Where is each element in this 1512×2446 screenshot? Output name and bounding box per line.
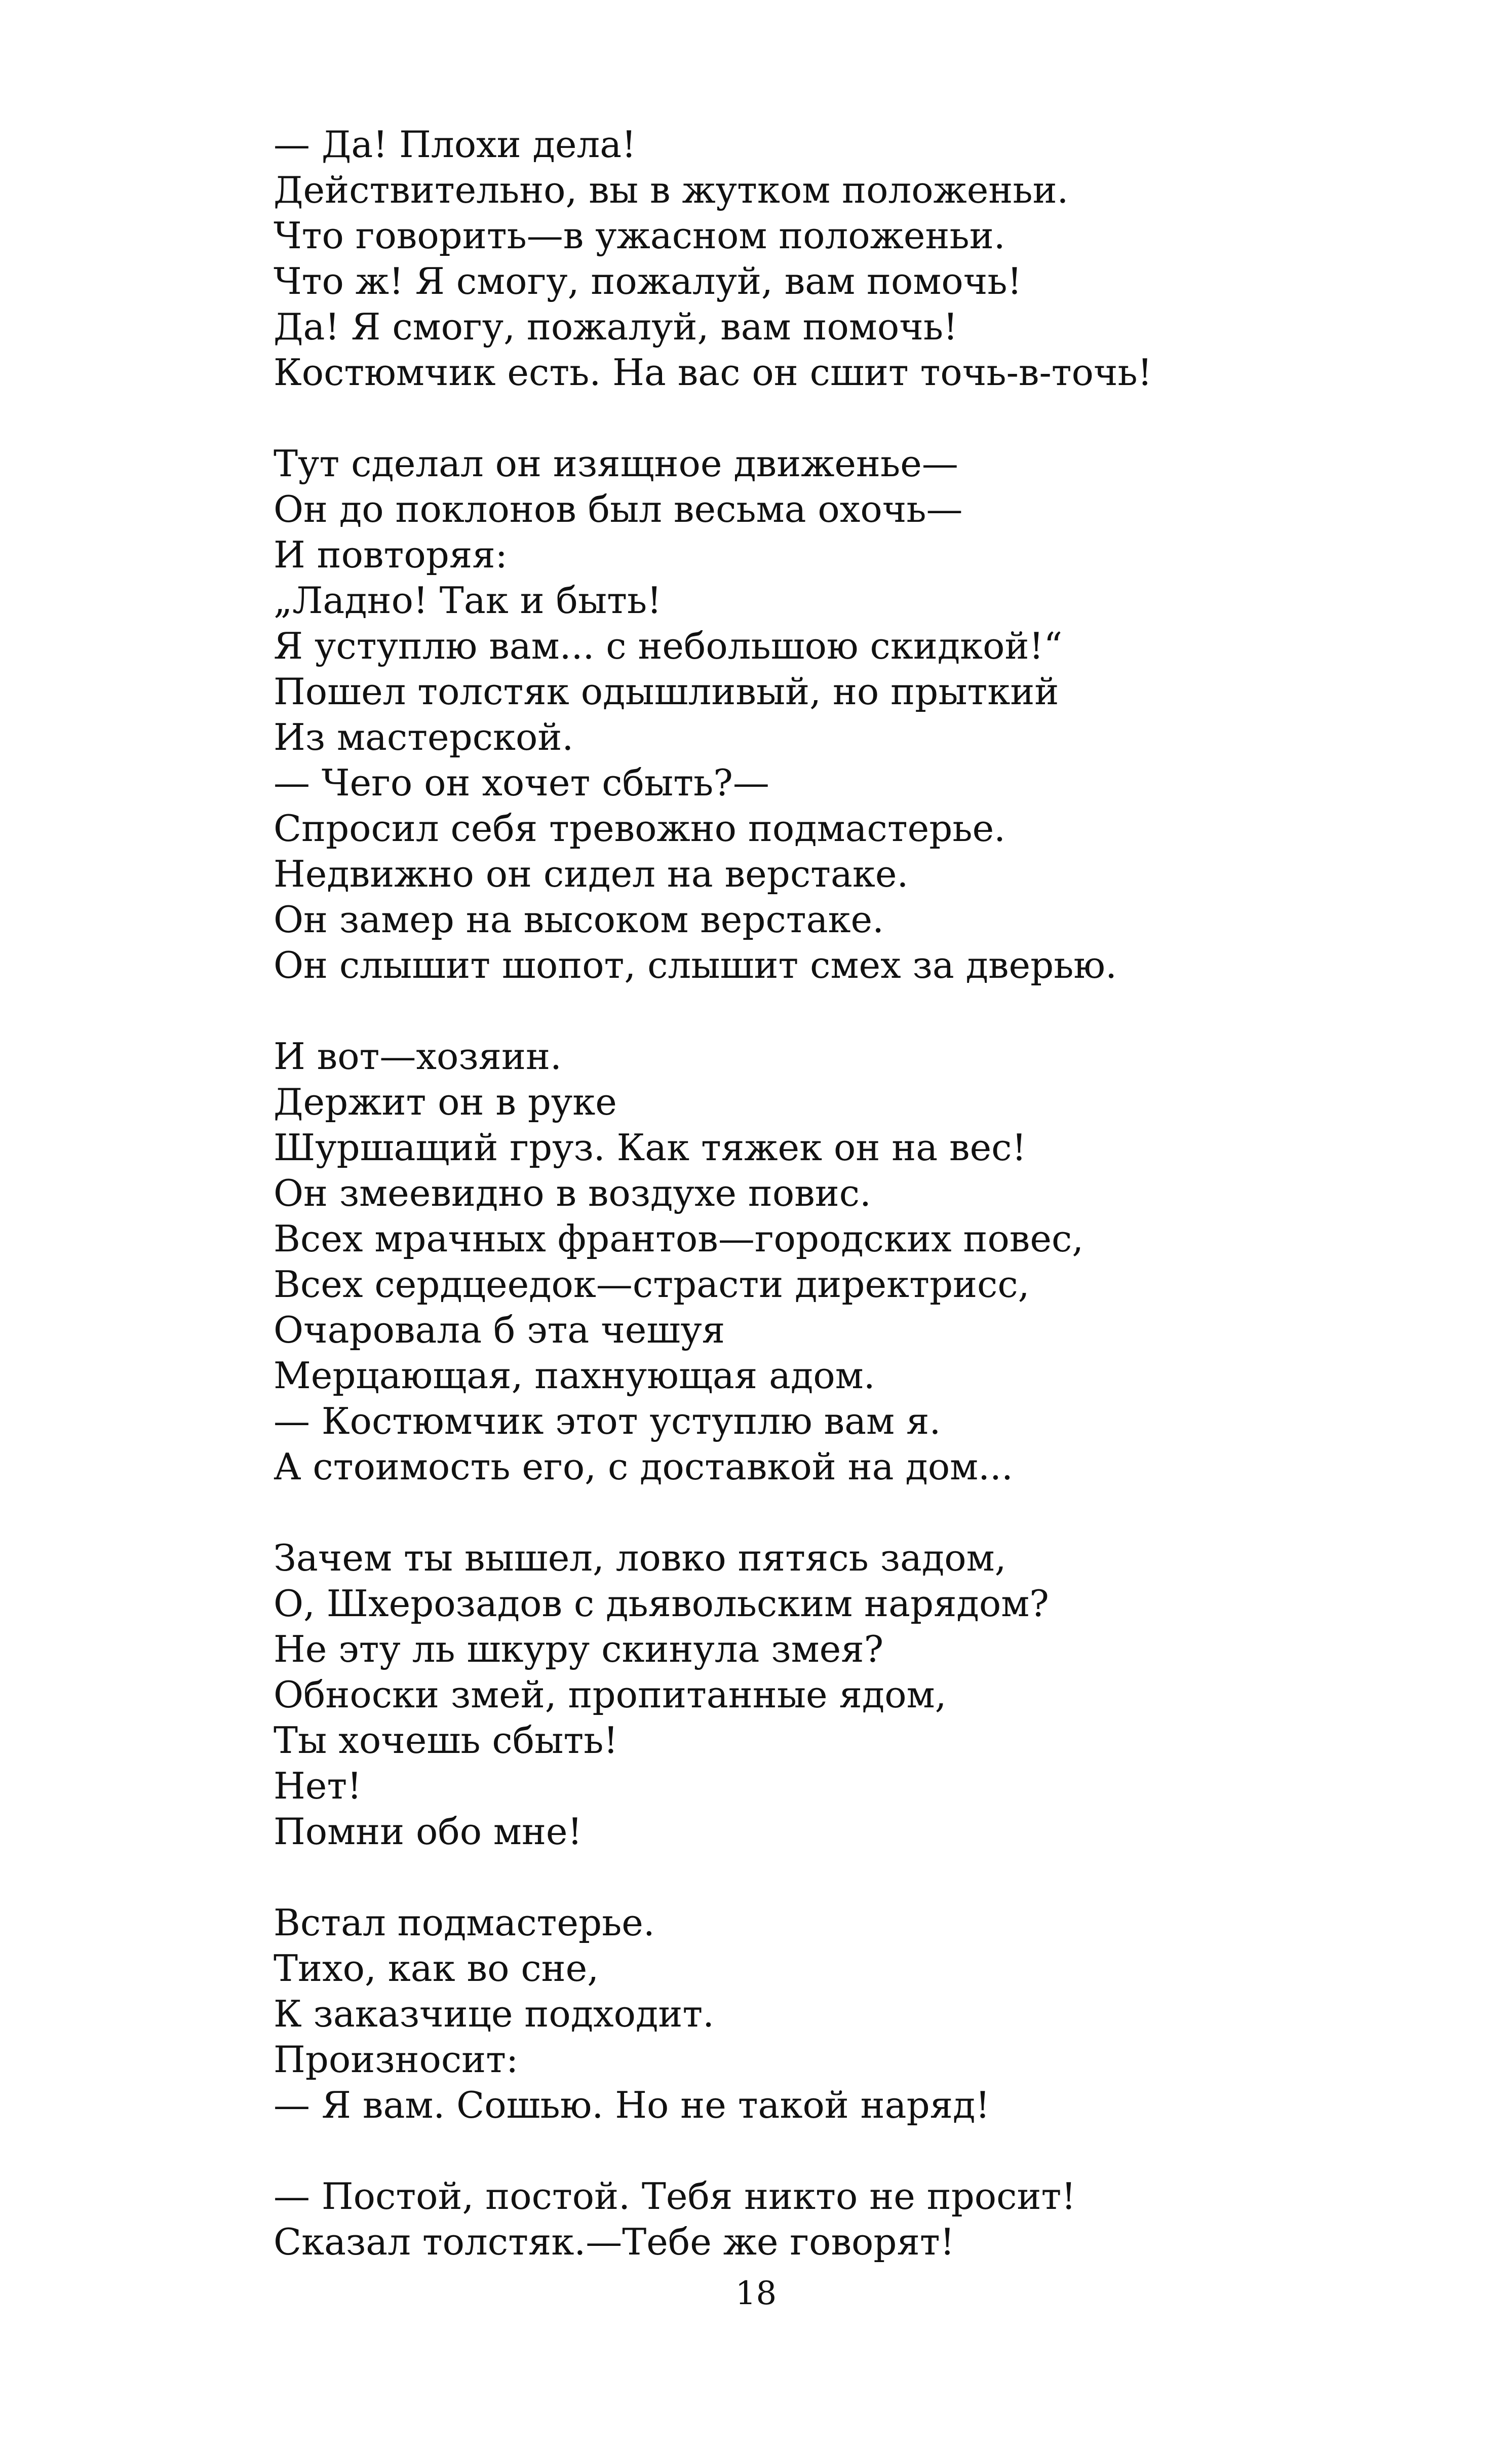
poem-line: — Постой, постой. Тебя никто не просит! [274,2175,1076,2218]
poem-line: Произносит: [274,2038,519,2081]
poem-line: Помни обо мне! [274,1810,583,1853]
poem-line: Пошел толстяк одышливый, но прыткий [274,670,1059,713]
stanza-3 [274,1034,1439,1489]
poem-line: Да! Я смогу, пожалуй, вам помочь! [274,305,958,348]
poem-line: Обноски змей, пропитанные ядом, [274,1673,947,1716]
poem-line: Он замер на высоком верстаке. [274,898,884,941]
page-number: 18 [735,2275,777,2312]
poem-line: О, Шхерозадов с дьявольским нарядом? [274,1582,1049,1625]
poem-text [274,122,1439,2310]
poem-line: — Чего он хочет сбыть?— [274,761,769,804]
poem-line: Он слышит шопот, слышит смех за дверью. [274,944,1117,986]
stanza-5 [274,1900,1439,2128]
poem-line: Ты хочешь сбыть! [274,1719,618,1762]
poem-line: А стоимость его, с доставкой на дом... [274,1445,1013,1488]
poem-line: — Костюмчик этот уступлю вам я. [274,1400,941,1442]
stanza-4 [274,1535,1439,1854]
poem-line: Очаровала б эта чешуя [274,1309,725,1351]
poem-line: Мерцающая, пахнующая адом. [274,1354,875,1397]
poem-line: Он до поклонов был весьма охочь— [274,488,963,530]
poem-line: Всех сердцеедок—страсти директрисс, [274,1263,1030,1306]
poem-line: Костюмчик есть. На вас он сшит точь-в-точь! [274,351,1152,394]
poem-line: Всех мрачных франтов—городских повес, [274,1217,1084,1260]
poem-line: Сказал толстяк.—Тебе же говорят! [274,2221,955,2263]
poem-line: Зачем ты вышел, ловко пятясь задом, [274,1537,1006,1579]
poem-line: Встал подмастерье. [274,1901,655,1944]
stanza-2 [274,441,1439,988]
poem-line: Недвижно он сидел на верстаке. [274,853,909,895]
poem-line: Я уступлю вам... с небольшою скидкой!“ [274,625,1063,667]
poem-line: — Я вам. Сошью. Но не такой наряд! [274,2084,990,2126]
poem-line: „Ладно! Так и быть! [274,579,662,622]
poem-line: И вот—хозяин. [274,1035,562,1078]
poem-line: Держит он в руке [274,1081,617,1123]
poem-line: Нет! [274,1765,362,1807]
poem-line: Он змеевидно в воздухе повис. [274,1172,871,1214]
poem-line: Что говорить—в ужасном положеньи. [274,214,1005,257]
poem-line: И повторяя: [274,533,508,576]
poem-line: Не эту ль шкуру скинула змея? [274,1628,884,1670]
poem-line: Действительно, вы в жутком положеньи. [274,169,1069,211]
stanza-6 [274,2173,1439,2265]
poem-line: Что ж! Я смогу, пожалуй, вам помочь! [274,260,1022,302]
poem-line: Из мастерской. [274,716,574,758]
stanza-1 [274,122,1439,395]
poem-line: Шуршащий груз. Как тяжек он на вес! [274,1126,1027,1169]
poem-line: К заказчице подходит. [274,1993,715,2035]
poem-line: Тут сделал он изящное движенье— [274,442,958,485]
poem-line: Тихо, как во сне, [274,1947,599,1990]
poem-line: Спросил себя тревожно подмастерье. [274,807,1006,850]
poem-line: — Да! Плохи дела! [274,123,637,166]
